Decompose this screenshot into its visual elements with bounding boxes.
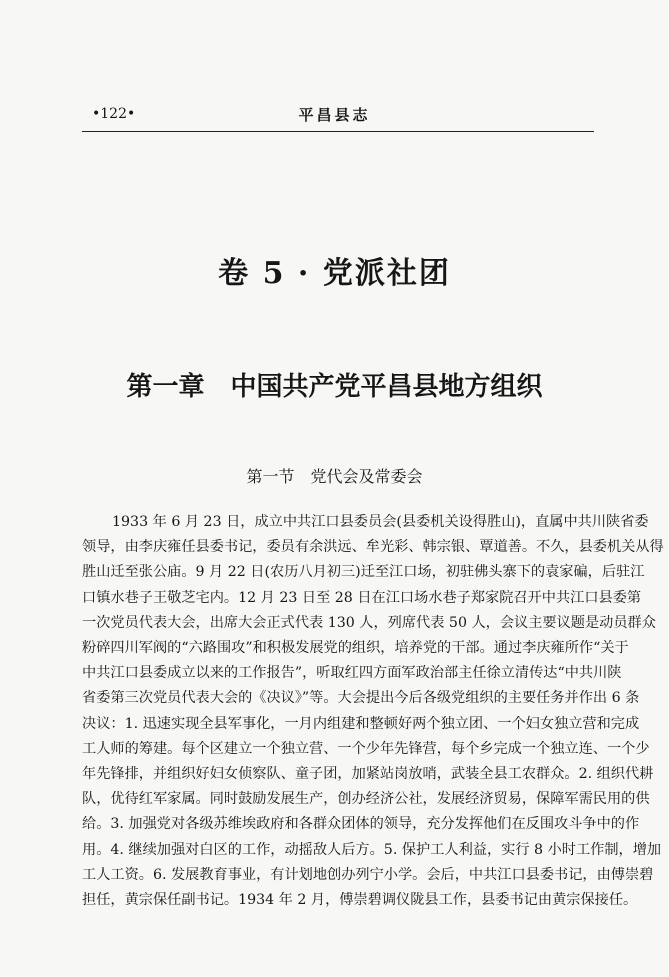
body-line: 1933 年 6 月 23 日，成立中共江口县委员会(县委机关设得胜山)，直属中共川陕省委 (112, 514, 649, 530)
body-line: 中共江口县委成立以来的工作报告”，听取红四方面军政治部主任徐立清传达“中共川陕 (82, 665, 622, 682)
body-line: 省委第三次党员代表大会的《决议》”等。大会提出今后各级党组织的主要任务并作出 6 条 (82, 690, 640, 707)
body-line: 担任，黄宗保任副书记。1934 年 2 月，傅崇碧调仪陇县工作，县委书记由黄宗保接任。 (82, 892, 638, 909)
body-line: 给。3. 加强党对各级苏维埃政府和各群众团体的领导，充分发挥他们在反围攻斗争中的作 (82, 816, 640, 833)
header-rule (82, 131, 594, 132)
body-paragraph (82, 510, 664, 913)
running-title: 平昌县志 (298, 106, 371, 124)
chapter-title: 第一章 中国共产党平昌县地方组织 (126, 372, 543, 402)
body-line: 工人师的筹建。每个区建立一个独立营、一个少年先锋营，每个乡完成一个独立连、一个少 (82, 740, 650, 757)
body-line: 一次党员代表大会，出席大会正式代表 130 人，列席代表 50 人，会议主要议题是动员群众 (82, 614, 656, 631)
body-line: 粉碎四川军阀的“六路围攻”和积极发展党的组织，培养党的干部。通过李庆雍所作“关于 (82, 640, 629, 657)
page-number: •122• (92, 106, 136, 122)
body-line: 口镇水巷子王敬芝宅内。12 月 23 日至 28 日在江口场水巷子郑家院召开中共江口县委第 (82, 589, 642, 606)
body-line: 领导，由李庆雍任县委书记，委员有余洪远、牟光彩、韩宗银、覃道善。不久，县委机关从得 (82, 539, 664, 556)
body-line: 工人工资。6. 发展教育事业，有计划地创办列宁小学。会后，中共江口县委书记，由傅崇碧 (82, 866, 654, 883)
body-line: 队，优待红军家属。同时鼓励发展生产，创办经济公社，发展经济贸易，保障军需民用的供 (82, 791, 650, 808)
volume-title: 卷 5 · 党派社团 (218, 256, 451, 291)
section-title: 第一节 党代会及常委会 (246, 467, 423, 486)
body-line: 决议：1. 迅速实现全县军事化，一月内组建和整顿好两个独立团、一个妇女独立营和完成 (82, 715, 640, 732)
body-line: 胜山迁至张公庙。9 月 22 日(农历八月初三)迁至江口场，初驻佛头寨下的袁家碥，后驻江 (82, 564, 645, 581)
body-line: 年先锋排，并组织好妇女侦察队、童子团，加紧站岗放哨，武装全县工农群众。2. 组织代耕 (82, 766, 654, 783)
body-line: 用。4. 继续加强对白区的工作，动摇敌人后方。5. 保护工人利益，实行 8 小时工作制，增加 (82, 841, 662, 858)
